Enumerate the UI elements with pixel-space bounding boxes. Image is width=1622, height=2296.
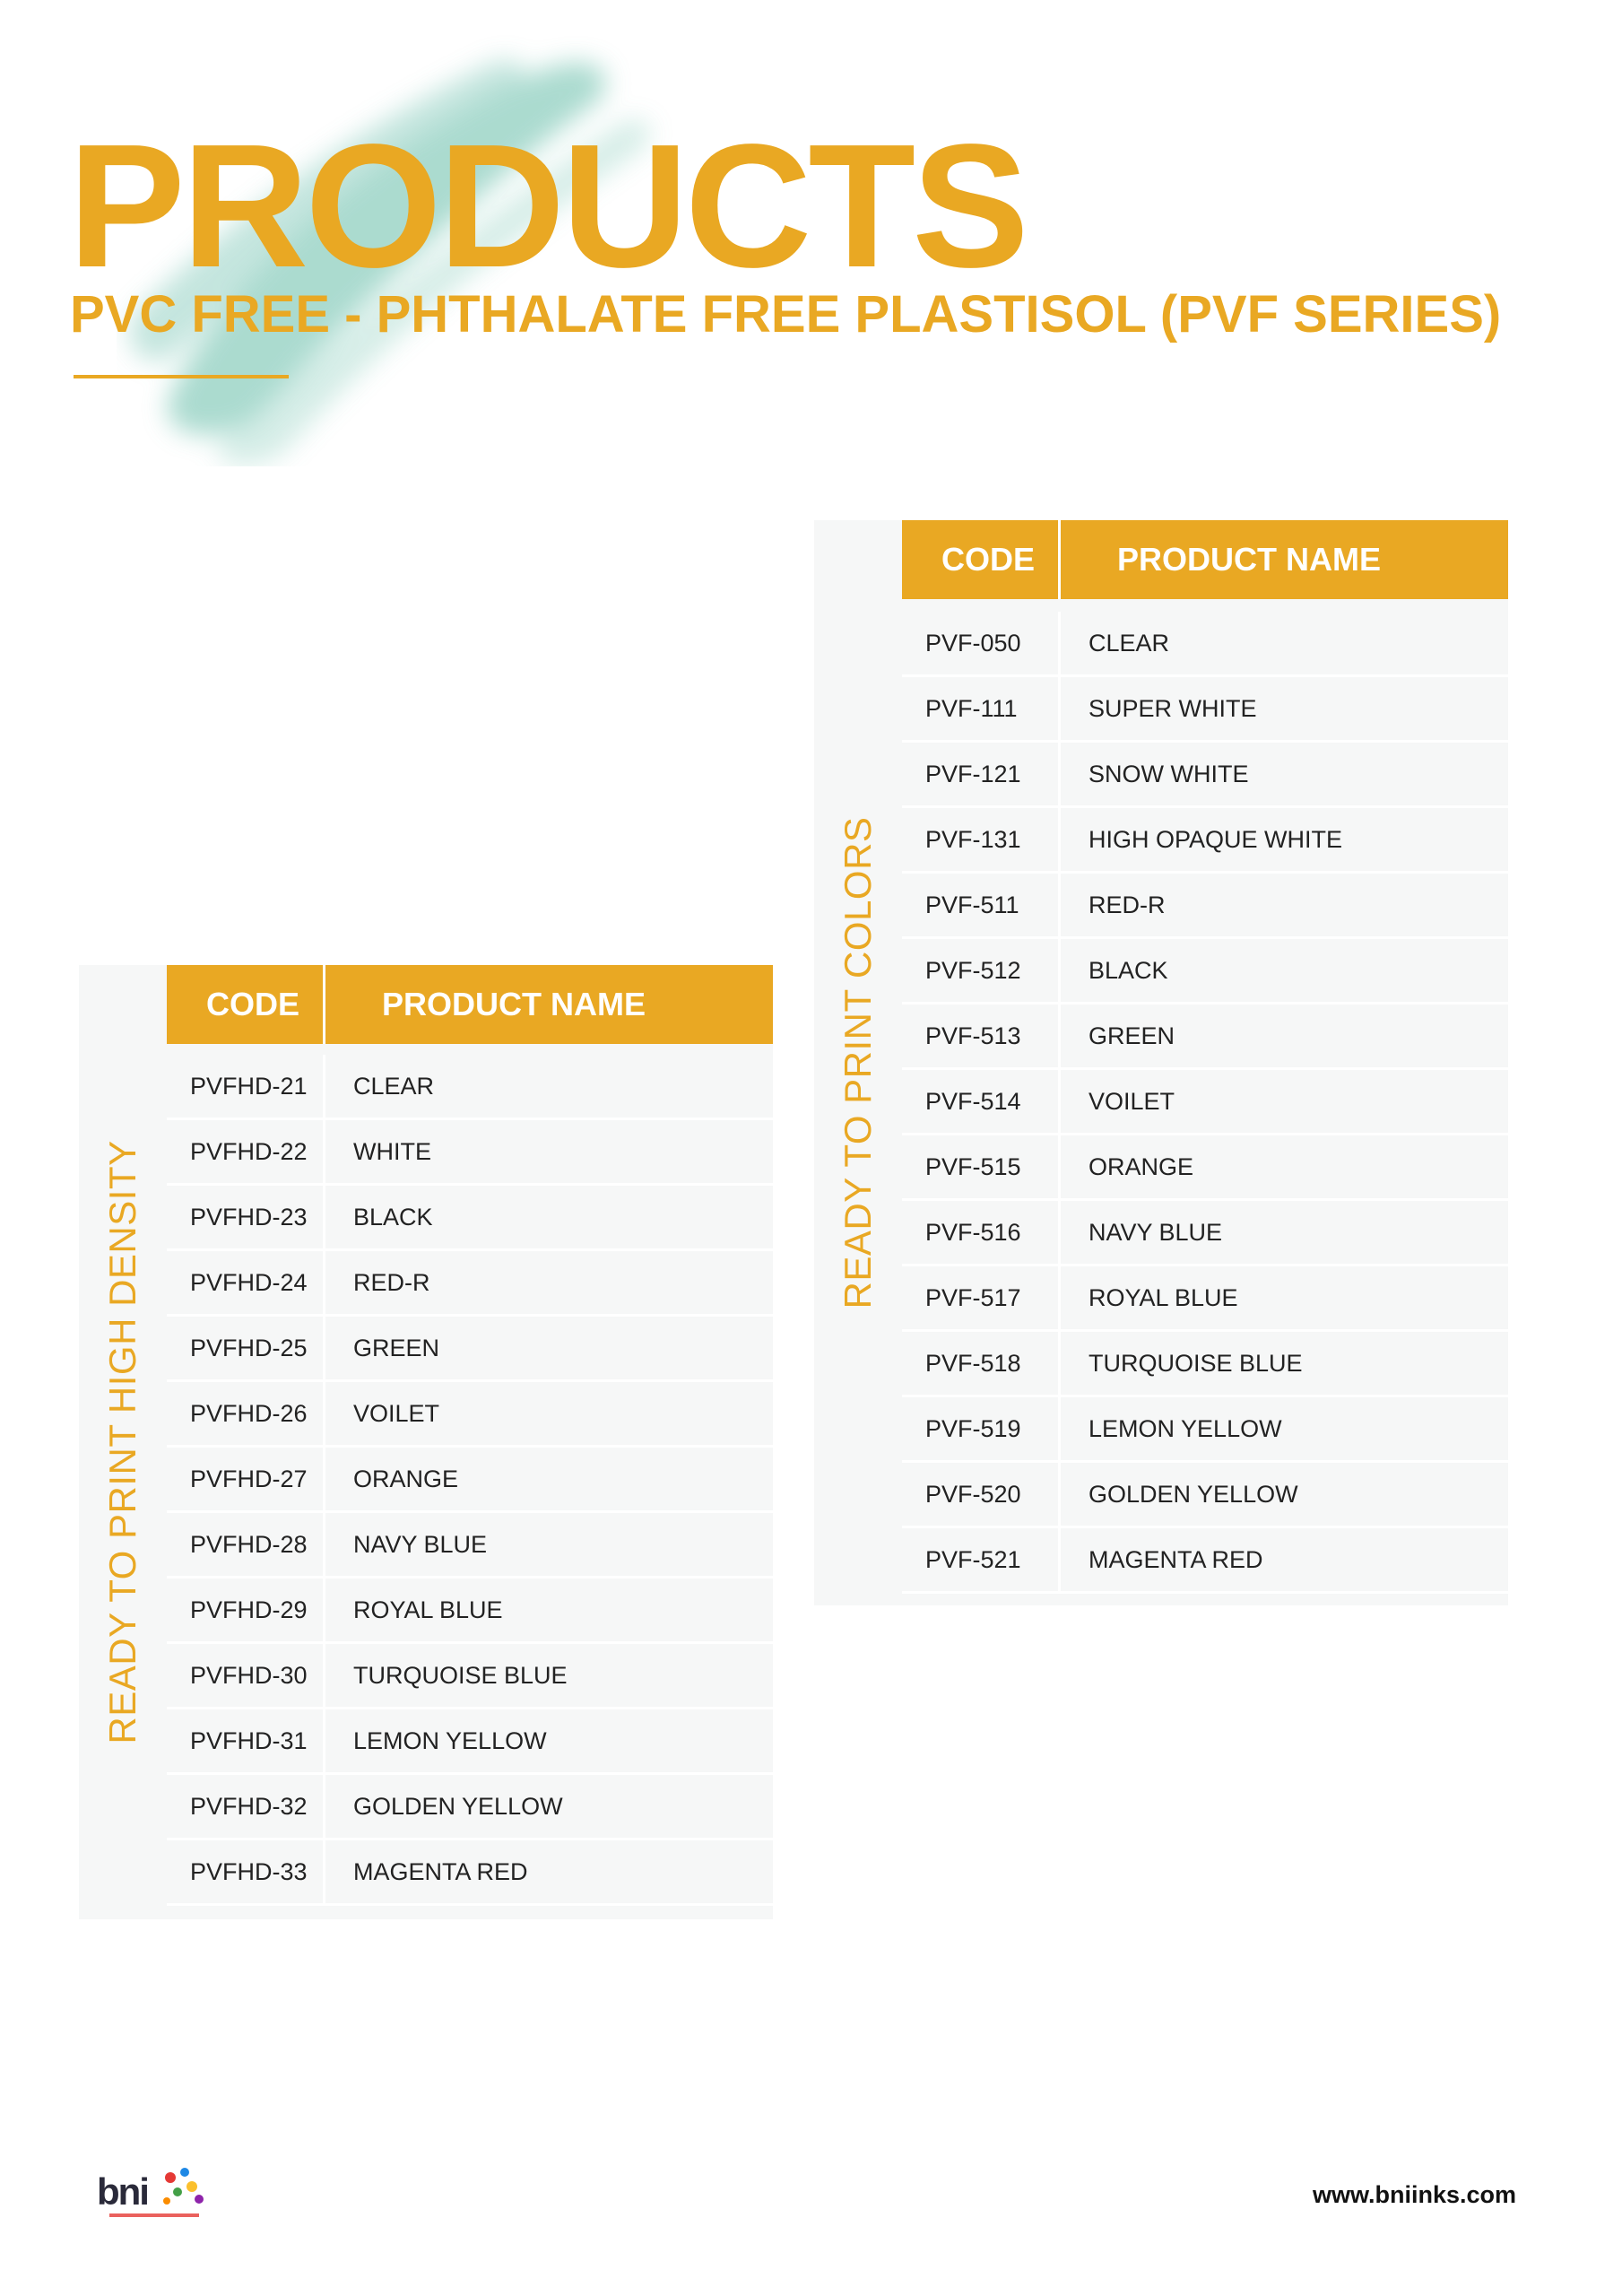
column-divider [323, 1709, 325, 1775]
product-name: BLACK [1089, 957, 1168, 984]
column-divider [323, 1448, 325, 1513]
high-density-table-header [167, 965, 773, 1044]
product-name: WHITE [353, 1138, 431, 1165]
product-code: PVFHD-24 [190, 1269, 308, 1296]
svg-text:bni: bni [97, 2170, 148, 2213]
table-row [167, 1120, 773, 1186]
column-divider [1058, 939, 1061, 1004]
high-density-side-label-text: READY TO PRINT HIGH DENSITY [101, 1140, 143, 1744]
table-row [902, 808, 1508, 874]
column-divider [323, 1775, 325, 1840]
product-code: PVFHD-27 [190, 1465, 308, 1492]
product-name: RED-R [353, 1269, 430, 1296]
bni-logo [74, 2151, 217, 2224]
high-density-table-body [167, 1055, 773, 1906]
table-row [167, 1578, 773, 1644]
product-code: PVFHD-25 [190, 1335, 308, 1361]
product-code: PVF-050 [925, 630, 1021, 657]
header-product-name: PRODUCT NAME [1117, 541, 1381, 578]
product-code: PVF-121 [925, 761, 1021, 787]
header-product-name: PRODUCT NAME [382, 986, 646, 1022]
product-code: PVFHD-31 [190, 1727, 308, 1754]
product-name: TURQUOISE BLUE [1089, 1350, 1303, 1377]
product-code: PVFHD-30 [190, 1662, 308, 1689]
product-code: PVF-520 [925, 1481, 1021, 1508]
product-name: NAVY BLUE [1089, 1219, 1223, 1246]
product-code: PVFHD-22 [190, 1138, 308, 1165]
column-divider [1058, 1397, 1061, 1463]
column-divider [1058, 1463, 1061, 1528]
column-divider [1058, 1332, 1061, 1397]
product-name: LEMON YELLOW [353, 1727, 547, 1754]
product-name: CLEAR [353, 1073, 435, 1100]
product-code: PVF-515 [925, 1153, 1021, 1180]
high-density-side-label [79, 965, 167, 1919]
product-code: PVF-519 [925, 1415, 1021, 1442]
column-divider [1058, 743, 1061, 808]
product-code: PVF-516 [925, 1219, 1021, 1246]
column-divider [323, 1251, 325, 1317]
table-row [167, 1775, 773, 1840]
column-divider [323, 1317, 325, 1382]
column-divider [323, 1644, 325, 1709]
product-code: PVFHD-33 [190, 1858, 308, 1885]
product-name: ROYAL BLUE [1089, 1284, 1238, 1311]
product-code: PVF-518 [925, 1350, 1021, 1377]
product-name: BLACK [353, 1204, 433, 1231]
column-divider [1058, 677, 1061, 743]
table-row [902, 677, 1508, 743]
product-code: PVF-517 [925, 1284, 1021, 1311]
table-row [902, 743, 1508, 808]
product-code: PVF-511 [925, 891, 1019, 918]
colors-side-label [814, 520, 902, 1605]
table-row [902, 1463, 1508, 1528]
column-divider [323, 1578, 325, 1644]
column-divider [1058, 1004, 1061, 1070]
product-code: PVF-111 [925, 695, 1018, 722]
product-code: PVF-131 [925, 826, 1021, 853]
product-name: VOILET [353, 1400, 440, 1427]
product-name: MAGENTA RED [1089, 1546, 1263, 1573]
table-row [167, 1382, 773, 1448]
product-name: TURQUOISE BLUE [353, 1662, 568, 1689]
product-name: LEMON YELLOW [1089, 1415, 1282, 1442]
table-row [902, 1070, 1508, 1135]
column-divider [323, 1186, 325, 1251]
product-name: MAGENTA RED [353, 1858, 528, 1885]
header-divider [323, 965, 325, 1044]
product-code: PVF-512 [925, 957, 1021, 984]
product-code: PVFHD-26 [190, 1400, 308, 1427]
header-code: CODE [206, 986, 300, 1022]
product-name: CLEAR [1089, 630, 1170, 657]
product-name: RED-R [1089, 891, 1166, 918]
table-row [902, 939, 1508, 1004]
product-name: NAVY BLUE [353, 1531, 488, 1558]
product-code: PVF-513 [925, 1022, 1021, 1049]
table-row [902, 612, 1508, 677]
product-name: ORANGE [353, 1465, 459, 1492]
column-divider [323, 1120, 325, 1186]
page-title: PRODUCTS [68, 108, 1026, 304]
table-row [167, 1317, 773, 1382]
product-code: PVFHD-32 [190, 1793, 308, 1820]
product-name: ROYAL BLUE [353, 1596, 503, 1623]
product-name: VOILET [1089, 1088, 1175, 1115]
product-name: HIGH OPAQUE WHITE [1089, 826, 1343, 853]
colors-side-label-text: READY TO PRINT COLORS [837, 816, 879, 1309]
table-row [167, 1251, 773, 1317]
product-name: ORANGE [1089, 1153, 1194, 1180]
column-divider [1058, 808, 1061, 874]
column-divider [1058, 1201, 1061, 1266]
table-row [167, 1186, 773, 1251]
table-row [902, 1528, 1508, 1594]
header-divider [1058, 520, 1061, 599]
colors-table-body [902, 612, 1508, 1594]
website-link[interactable]: www.bniinks.com [1312, 2181, 1516, 2208]
table-row [167, 1055, 773, 1120]
table-row [167, 1709, 773, 1775]
column-divider [323, 1055, 325, 1120]
product-code: PVFHD-21 [190, 1073, 308, 1100]
table-row [167, 1840, 773, 1906]
column-divider [1058, 1135, 1061, 1201]
product-code: PVFHD-23 [190, 1204, 308, 1231]
page-subtitle: PVC FREE - PHTHALATE FREE PLASTISOL (PVF SERIES) [70, 285, 1502, 344]
table-row [902, 874, 1508, 939]
column-divider [323, 1513, 325, 1578]
table-row [167, 1513, 773, 1578]
product-name: GOLDEN YELLOW [353, 1793, 563, 1820]
product-name: SUPER WHITE [1089, 695, 1257, 722]
column-divider [1058, 874, 1061, 939]
product-code: PVF-514 [925, 1088, 1021, 1115]
product-name: SNOW WHITE [1089, 761, 1249, 787]
column-divider [323, 1840, 325, 1906]
product-name: GREEN [1089, 1022, 1175, 1049]
table-row [902, 1135, 1508, 1201]
product-code: PVFHD-28 [190, 1531, 308, 1558]
product-name: GREEN [353, 1335, 440, 1361]
table-row [902, 1332, 1508, 1397]
table-row [902, 1201, 1508, 1266]
table-row [902, 1004, 1508, 1070]
column-divider [1058, 1528, 1061, 1594]
product-name: GOLDEN YELLOW [1089, 1481, 1298, 1508]
table-row [902, 1397, 1508, 1463]
product-code: PVFHD-29 [190, 1596, 308, 1623]
column-divider [1058, 1266, 1061, 1332]
table-row [167, 1644, 773, 1709]
column-divider [323, 1382, 325, 1448]
table-row [902, 1266, 1508, 1332]
title-underline [74, 375, 289, 378]
column-divider [1058, 1070, 1061, 1135]
colors-table-header [902, 520, 1508, 599]
product-code: PVF-521 [925, 1546, 1021, 1573]
column-divider [1058, 612, 1061, 677]
header-code: CODE [941, 541, 1036, 578]
table-row [167, 1448, 773, 1513]
